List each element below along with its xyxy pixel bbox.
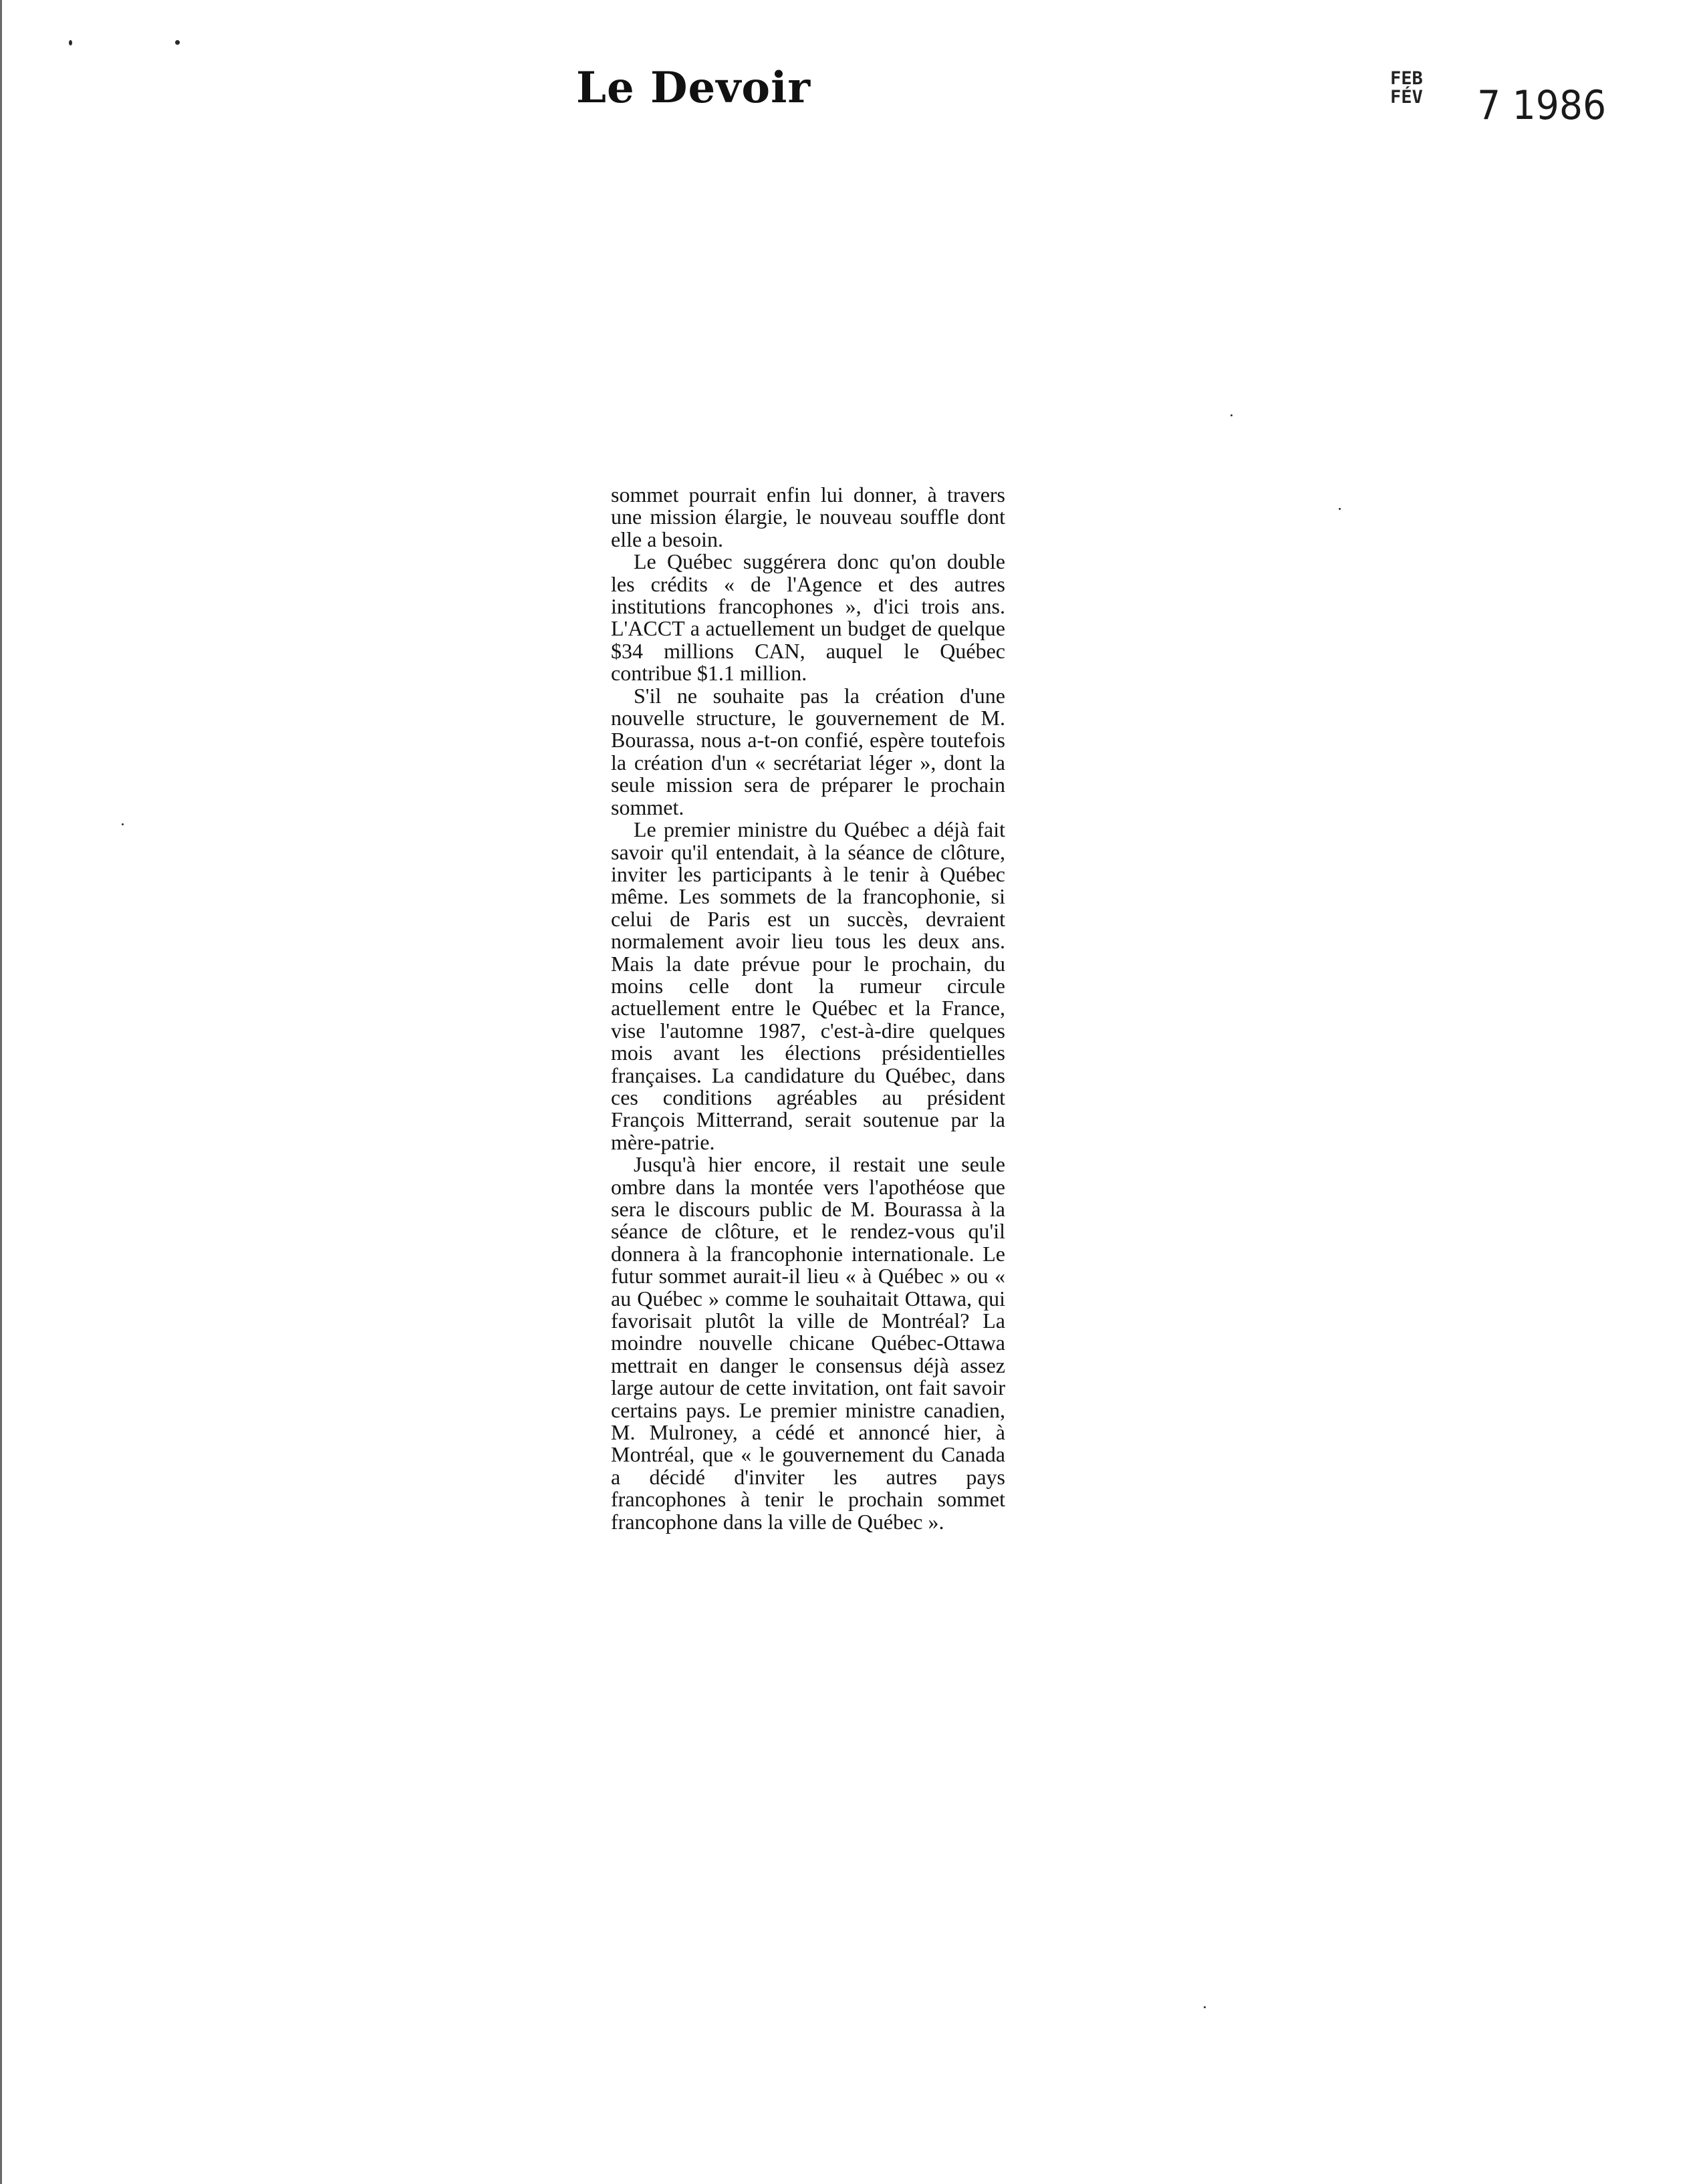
scan-left-edge [0,0,2,2184]
scan-speck [1339,508,1341,510]
date-stamp-month [1390,70,1423,107]
article-paragraph: S'il ne souhaite pas la création d'une nouvelle structure, le gouvernement de M. Bourassa, nous a-t-on confié, espère toutefois la création d'un « secrétariat léger », dont la seule mission sera de préparer le prochain sommet. [611,683,1005,819]
scan-speck [69,40,72,45]
scan-speck [1204,2006,1206,2008]
article-column [611,484,1005,1533]
scan-speck [122,823,124,825]
newspaper-masthead: Le Devoir [576,63,811,113]
article-paragraph: Jusqu'à hier encore, il restait une seule ombre dans la montée vers l'apothéose que sera le discours public de M. Bourassa à la séance de clôture, et le rendez-vous qu'il donnera à la francophonie internationale. Le futur sommet aurait-il lieu « à Québec » ou « au Québec » comme le souhaitait Ottawa, qui favorisait plutôt la ville de Montréal? La moindre nouvelle chicane Québec-Ottawa mettrait en danger le consensus déjà assez large autour de cette invitation, ont fait savoir certains pays. Le premier ministre canadien, M. Mulroney, a cédé et annoncé hier, à Montréal, que « le gouvernement du Canada a décidé d'inviter les autres pays francophones à tenir le prochain sommet francophone dans la ville de Québec ». [611,1152,1005,1534]
article-paragraph: sommet pourrait enfin lui donner, à travers une mission élargie, le nouveau souffle dont elle a besoin. [611,483,1005,551]
date-stamp-month-en: FEB [1390,68,1423,89]
article-paragraph: Le premier ministre du Québec a déjà fait savoir qu'il entendait, à la séance de clôture, inviter les participants à le tenir à Québec même. Les sommets de la francophonie, si celui de Paris est un succès, devraient normalement avoir lieu tous les deux ans. Mais la date prévue pour le prochain, du moins celle dont la rumeur circule actuellement entre le Québec et la France, vise l'automne 1987, c'est-à-dire quelques mois avant les élections présidentielles françaises. La candidature du Québec, dans ces conditions agréables au président François Mitterrand, serait soutenue par la mère-patrie. [611,817,1005,1154]
date-stamp-date: 7 1986 [1477,82,1607,129]
scan-speck [175,40,180,45]
date-stamp-month-fr: FÉV [1390,87,1423,108]
article-paragraph: Le Québec suggérera donc qu'on double les crédits « de l'Agence et des autres institutions francophones », d'ici trois ans. L'ACCT a actuellement un budget de quelque $34 millions CAN, auquel le Québec contribue $1.1 million. [611,549,1005,686]
scan-speck [1230,414,1232,416]
